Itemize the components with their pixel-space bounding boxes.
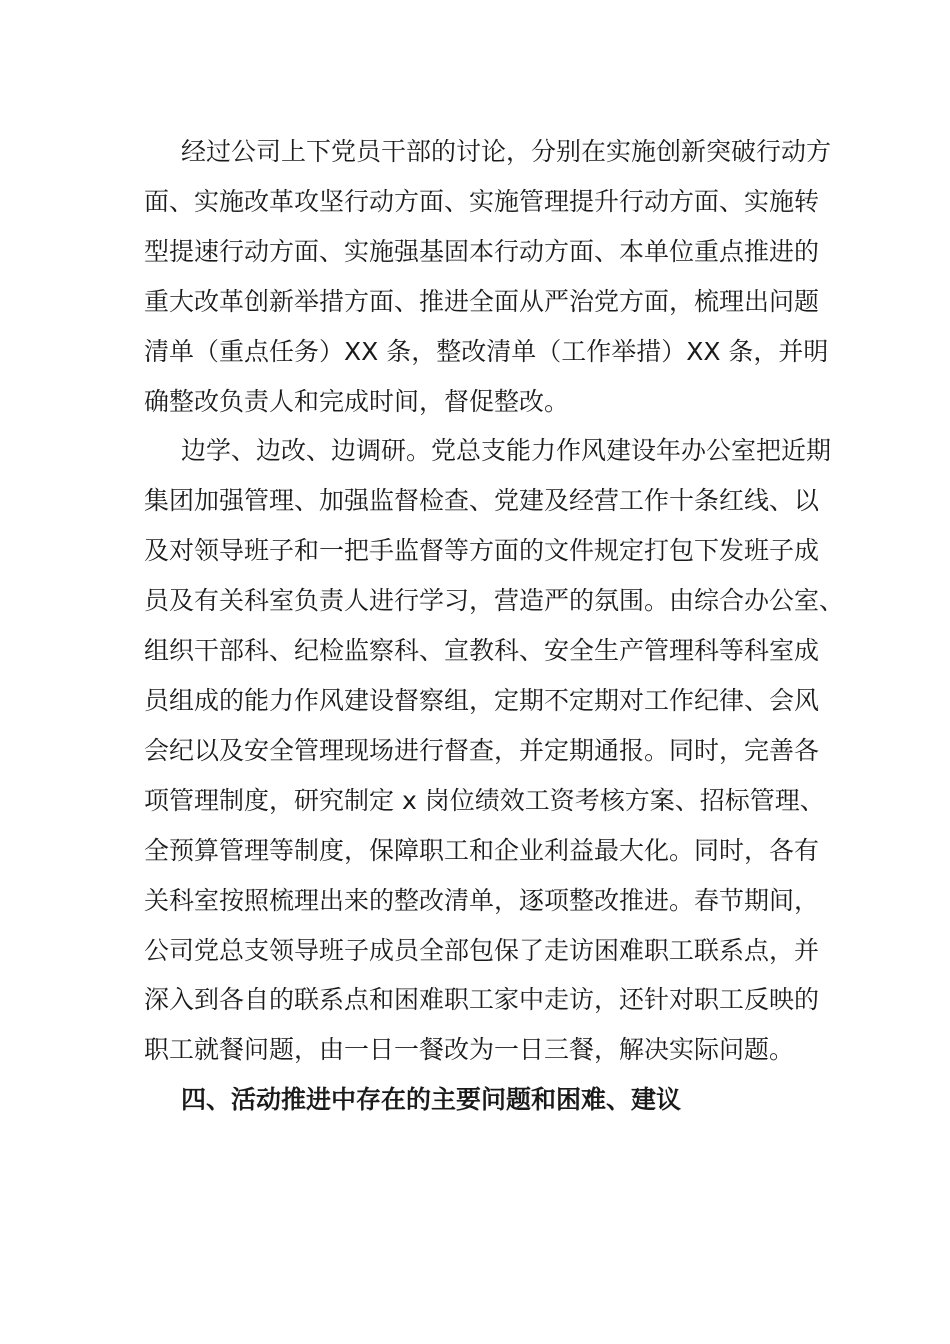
text-line: 边学、边改、边调研。党总支能力作风建设年办公室把近期 xyxy=(181,436,832,466)
text-line: 全预算管理等制度，保障职工和企业利益最大化。同时，各有 xyxy=(144,835,820,865)
section-heading: 四、活动推进中存在的主要问题和困难、建议 xyxy=(181,1085,682,1115)
paragraph-learn-and-improve xyxy=(144,426,845,1075)
text-line: 集团加强管理、加强监督检查、党建及经营工作十条红线、以 xyxy=(144,486,820,516)
text-line: 公司党总支领导班子成员全部包保了走访困难职工联系点，并 xyxy=(144,935,820,965)
document-body xyxy=(144,127,845,1125)
text-line: 员组成的能力作风建设督察组，定期不定期对工作纪律、会风 xyxy=(144,685,820,715)
text-line: 清单（重点任务）XX 条，整改清单（工作举措）XX 条，并明 xyxy=(144,336,829,366)
text-line: 员及有关科室负责人进行学习，营造严的氛围。由综合办公室、 xyxy=(144,586,845,616)
text-line: 经过公司上下党员干部的讨论，分别在实施创新突破行动方 xyxy=(181,137,832,166)
text-line: 及对领导班子和一把手监督等方面的文件规定打包下发班子成 xyxy=(144,536,820,566)
text-line: 深入到各自的联系点和困难职工家中走访，还针对职工反映的 xyxy=(144,985,820,1015)
paragraph-rectification-list xyxy=(144,127,832,426)
text-line: 会纪以及安全管理现场进行督查，并定期通报。同时，完善各 xyxy=(144,735,820,765)
text-line: 重大改革创新举措方面、推进全面从严治党方面，梳理出问题 xyxy=(144,286,820,316)
text-line: 项管理制度，研究制定 x 岗位绩效工资考核方案、招标管理、 xyxy=(144,785,825,815)
text-line: 型提速行动方面、实施强基固本行动方面、本单位重点推进的 xyxy=(144,236,820,266)
text-line: 关科室按照梳理出来的整改清单，逐项整改推进。春节期间， xyxy=(144,885,820,915)
text-line: 职工就餐问题，由一日一餐改为一日三餐，解决实际问题。 xyxy=(144,1035,795,1065)
text-line: 面、实施改革攻坚行动方面、实施管理提升行动方面、实施转 xyxy=(144,186,820,216)
text-line: 组织干部科、纪检监察科、宣教科、安全生产管理科等科室成 xyxy=(144,636,820,666)
text-line: 确整改负责人和完成时间，督促整改。 xyxy=(144,386,570,416)
